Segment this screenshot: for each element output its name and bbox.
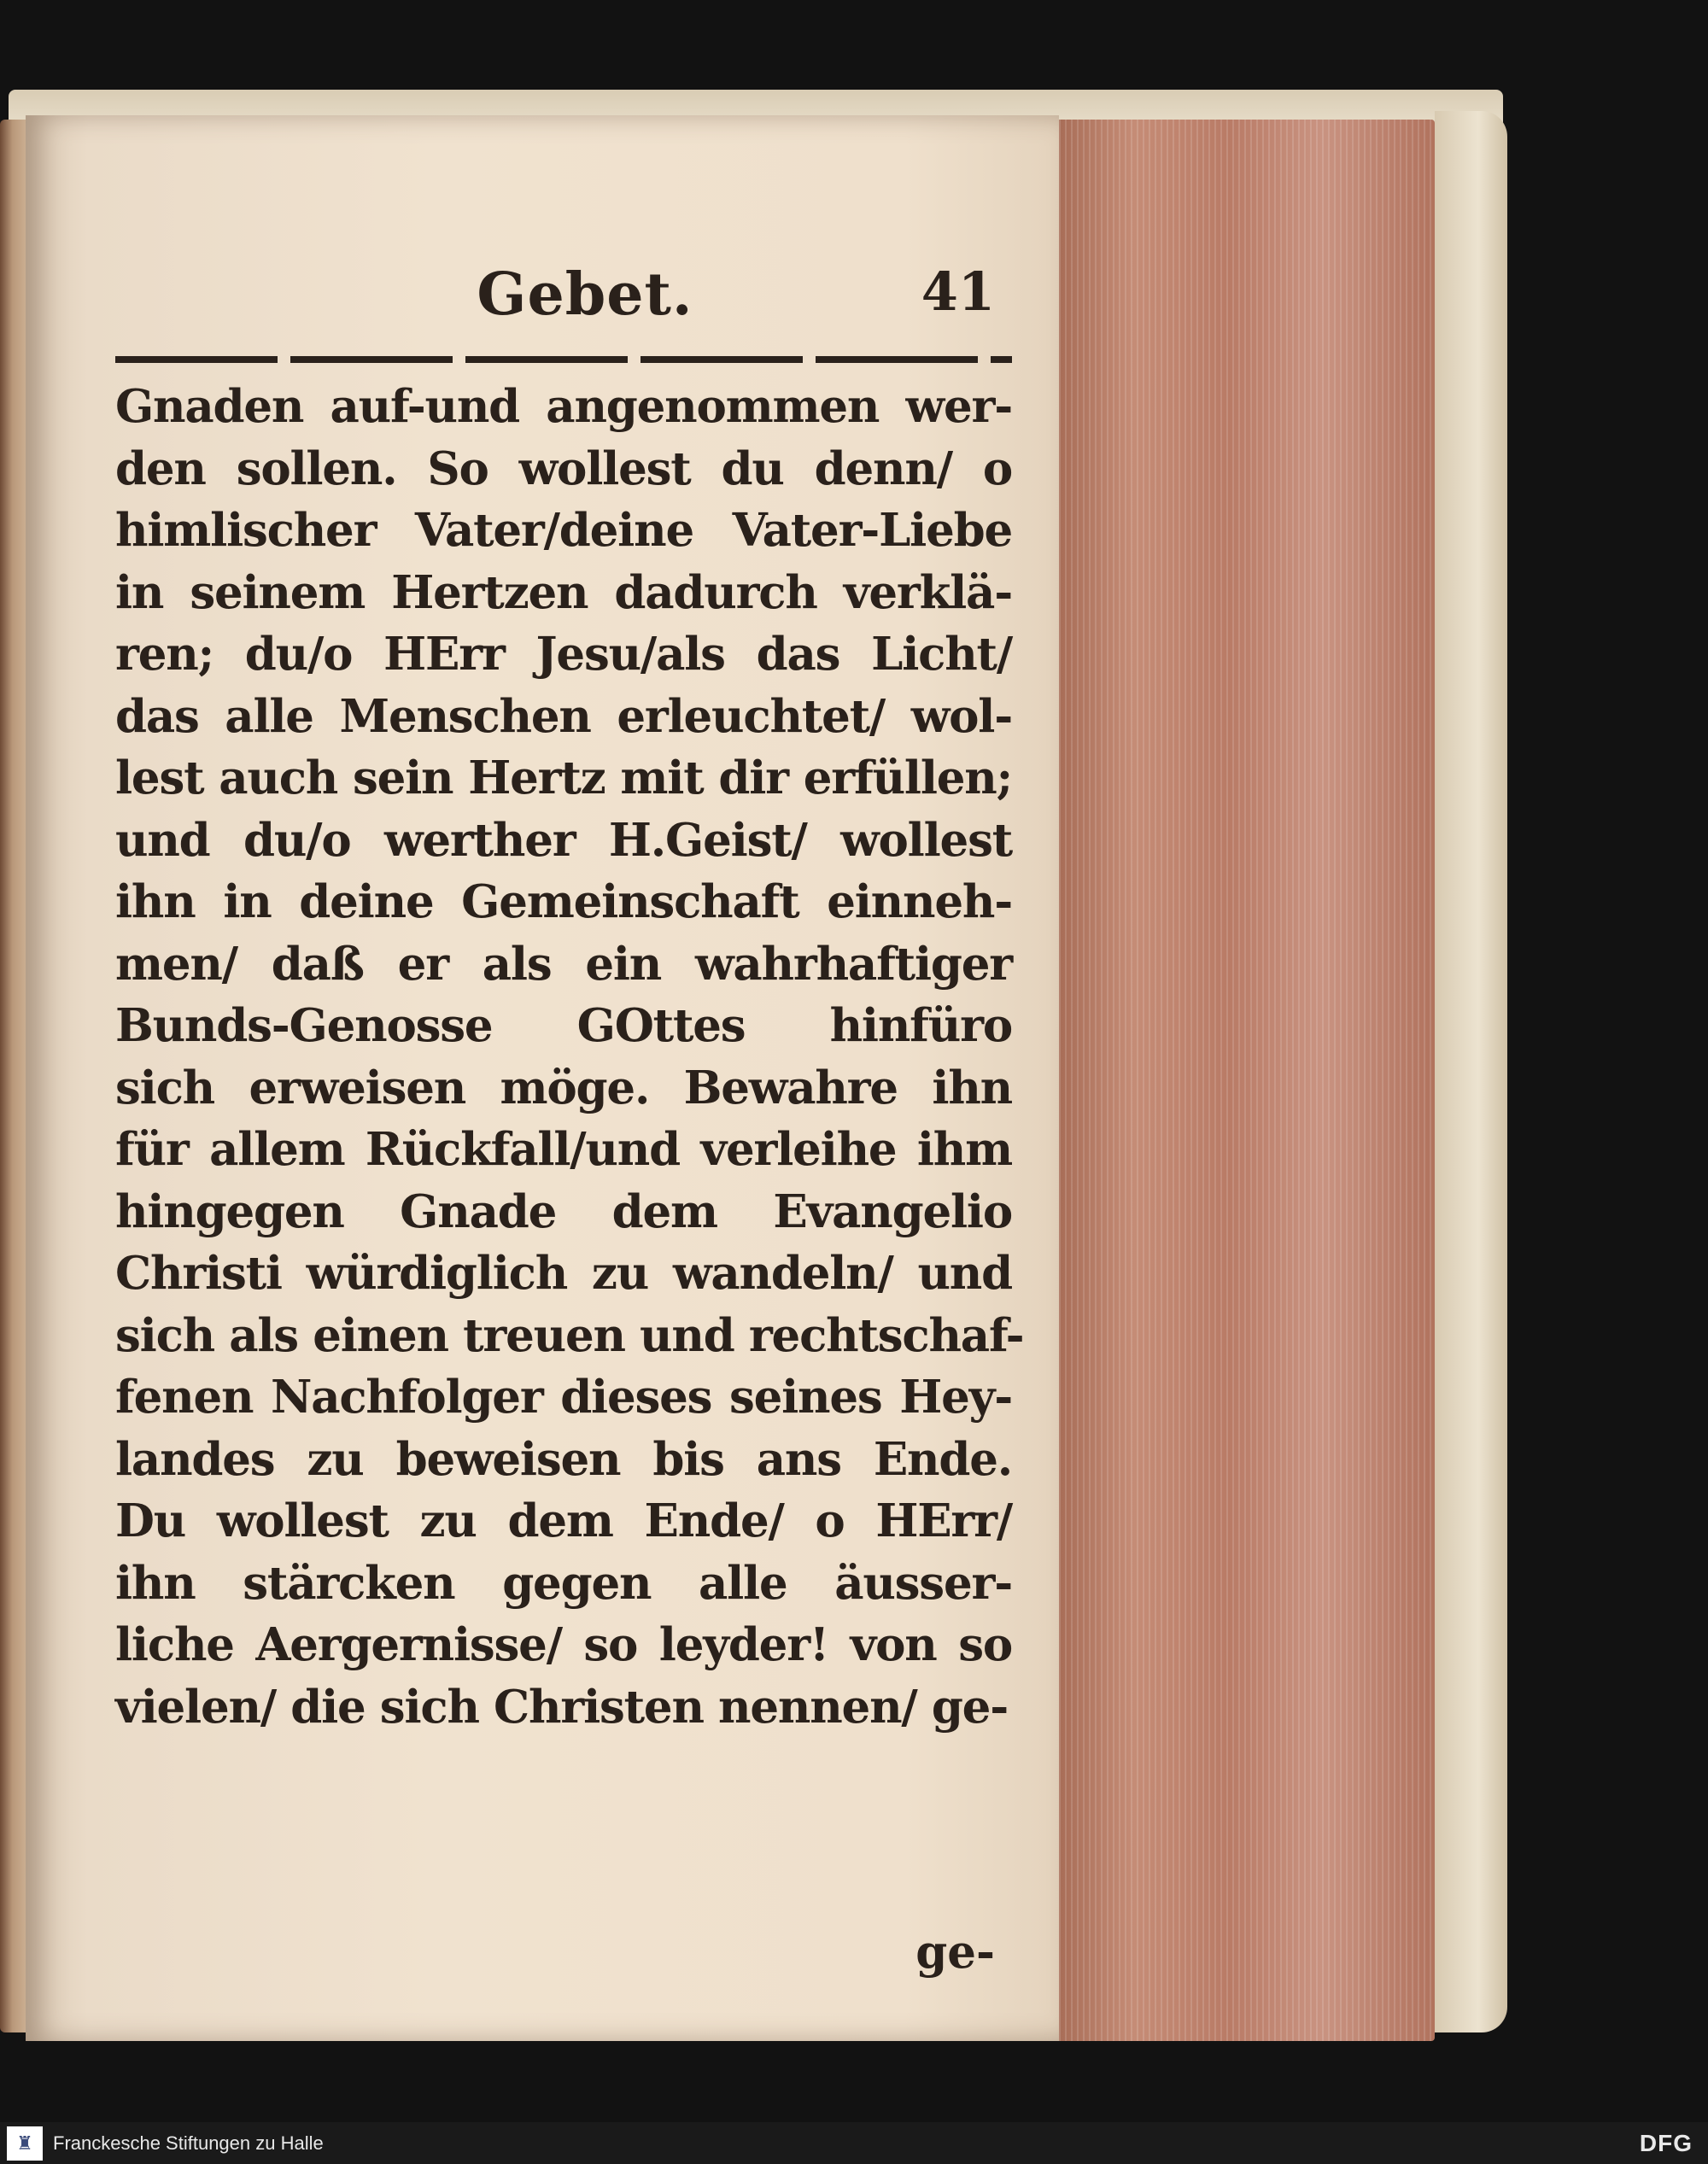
text-line: ihn stärcken gegen alle äusser-	[115, 1556, 1012, 1610]
text-line: men/ daß er als ein wahrhaftiger	[115, 937, 1012, 991]
text-line: lest auch sein Hertz mit dir erfüllen;	[115, 752, 1012, 804]
text-line: ihn in deine Gemeinschaft einneh-	[115, 875, 1012, 928]
text-line: und du/o werther H.Geist/ wollest	[115, 813, 1012, 867]
text-line: himlischer Vater/deine Vater-Liebe	[115, 504, 1012, 557]
text-line: vielen/ die sich Christen nennen/ ge-	[115, 1680, 1008, 1734]
text-line: hingegen Gnade dem Evangelio	[115, 1184, 1012, 1238]
viewer-footer	[0, 2122, 1708, 2164]
institution-crest-icon: ♜	[7, 2126, 43, 2161]
text-line: für allem Rückfall/und verleihe ihm	[115, 1123, 1012, 1176]
text-line: sich als einen treuen und rechtschaf-	[115, 1308, 1024, 1362]
text-line: Christi würdiglich zu wandeln/ und	[115, 1247, 1012, 1300]
dfg-logo[interactable]: DFG	[1639, 2130, 1693, 2156]
page-fore-edge	[1059, 120, 1435, 2041]
running-head: Gebet.	[477, 260, 693, 329]
body-text	[115, 376, 1024, 1738]
catchword: ge-	[915, 1926, 995, 1979]
page-header	[115, 260, 1012, 354]
text-line: liche Aergernisse/ so leyder! von so	[115, 1618, 1012, 1671]
text-line: den sollen. So wollest du denn/ o	[115, 442, 1012, 495]
text-line: Gnaden auf-und angenommen wer-	[115, 380, 1012, 433]
text-block	[115, 260, 1024, 1979]
back-cover	[1435, 111, 1507, 2032]
text-line: fenen Nachfolger dieses seines Hey-	[115, 1371, 1012, 1424]
text-line: Du wollest zu dem Ende/ o HErr/	[115, 1494, 1012, 1547]
header-rule	[115, 356, 1012, 363]
institution-name[interactable]: Franckesche Stiftungen zu Halle	[53, 2132, 324, 2154]
book-page	[26, 115, 1059, 2041]
text-line: landes zu beweisen bis ans Ende.	[115, 1432, 1012, 1486]
text-line: sich erweisen möge. Bewahre ihn	[115, 1061, 1012, 1114]
text-line: in seinem Hertzen dadurch verklä-	[115, 565, 1012, 619]
page-number: 41	[921, 260, 995, 323]
text-line: ren; du/o HErr Jesu/als das Licht/	[115, 628, 1012, 681]
text-line: das alle Menschen erleuchtet/ wol-	[115, 689, 1012, 743]
text-line: Bunds-Genosse GOttes hinfüro	[115, 999, 1012, 1052]
